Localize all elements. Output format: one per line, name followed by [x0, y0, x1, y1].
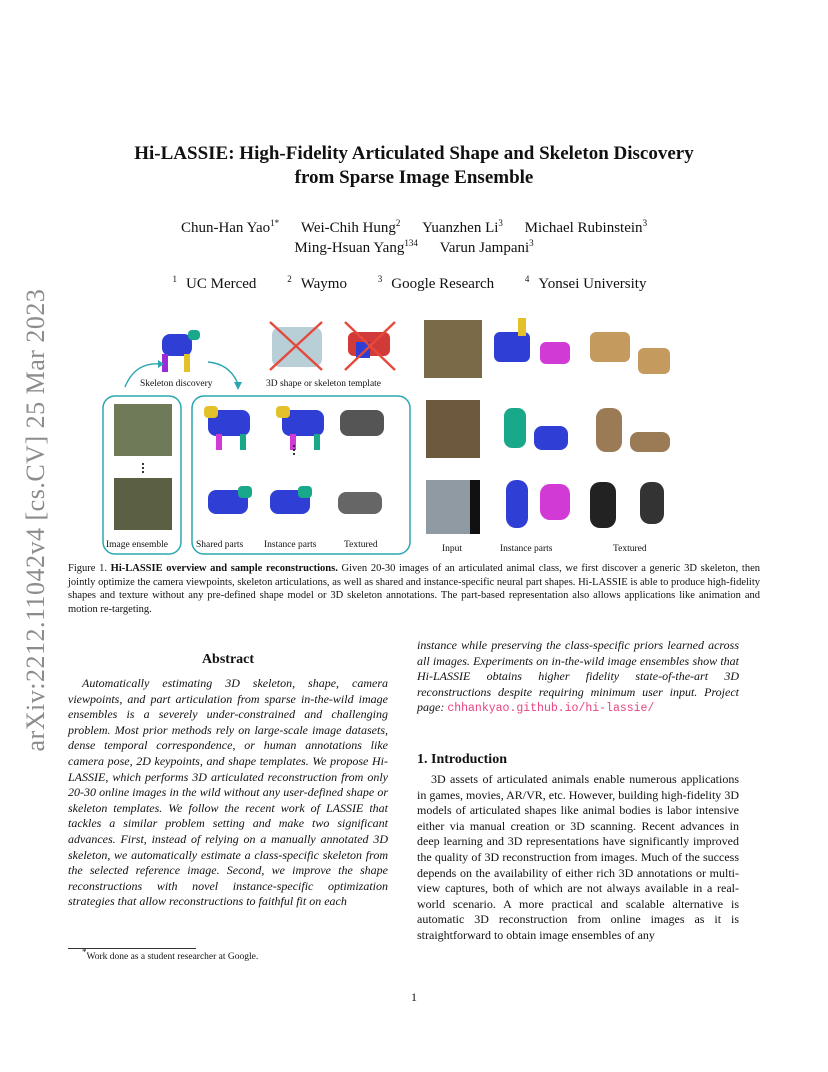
arxiv-stamp [14, 270, 58, 770]
abstract-heading: Abstract [201, 652, 255, 667]
author: Wei-Chih Hung$^2$ [300, 218, 401, 236]
affiliation: $^2$ Waymo [287, 274, 347, 292]
figure-caption: Figure 1. Hi-LASSIE overview and sample reconstructions. Given 20-30 images of an articulated animal class, we first discover a generic 3D skeleton, then jointly optimize the camera viewpoints, skeleton articulations, as well as shared and instance-specific neural part shapes. Hi-LASSIE is able to produce high-fidelity shapes and texture without any pre-defined shape model or 3D skeleton annotations. The part-based representation also allows applications like animation and motion re-targeting. [68, 563, 761, 615]
title-line-2: from Sparse Image Ensemble [294, 167, 534, 188]
author: Varun Jampani$^3$ [439, 238, 534, 256]
arxiv-id: arXiv:2212.11042v4 [cs.CV] 25 Mar 2023 [21, 288, 50, 752]
label-instance-parts-right: Instance parts [500, 544, 553, 554]
shared-parts [204, 406, 252, 514]
label-instance-parts: Instance parts [264, 540, 317, 550]
author-list [80, 218, 748, 258]
textured-zebras [338, 410, 384, 514]
label-skeleton-discovery: Skeleton discovery [140, 379, 213, 389]
zebra-photo [114, 404, 172, 456]
label-template: 3D shape or skeleton template [266, 379, 382, 389]
author: Chun-Han Yao$^{1*}$ [180, 218, 280, 236]
label-image-ensemble: Image ensemble [106, 540, 168, 550]
instance-parts [270, 406, 324, 514]
kangaroo-row [426, 400, 670, 458]
figure-1 [100, 312, 740, 562]
label-textured: Textured [344, 540, 378, 550]
title-line-1: Hi-LASSIE: High-Fidelity Articulated Shape and Skeleton Discovery [134, 143, 694, 164]
affiliation: $^1$ UC Merced [172, 274, 257, 292]
intro-heading: 1. Introduction [417, 752, 507, 767]
affiliation: $^3$ Google Research [377, 274, 495, 292]
page-number: 1 [411, 990, 417, 1004]
penguin-row [426, 480, 664, 534]
giraffe-row [424, 318, 670, 378]
author: Ming-Hsuan Yang$^{134}$ [294, 238, 418, 256]
affiliations [80, 276, 748, 293]
footnote: *Work done as a student researcher at Google. [82, 947, 259, 963]
affiliation: $^4$ Yonsei University [524, 274, 647, 292]
label-textured-right: Textured [613, 544, 647, 554]
label-shared-parts: Shared parts [196, 540, 244, 550]
intro-body: 3D assets of articulated animals enable numerous applications in games, movies, AR/VR, etc. However, building high-fidelity 3D models of articulated shapes like animal bodies is labor intensive either via manual creation or 3D scanning. Recent advances in deep learning and 3D representations have significantly improved the quality of 3D reconstruction from images. Much of the success depends on the availability of either rich 3D annotations or multi-view captures, both of which are not always available in a real-world scenario. A more practical and scalable alternative is automatic 3D reconstruction from online images as it is straightforward to obtain image ensembles of any [417, 772, 739, 942]
footnote-rule [68, 948, 196, 949]
project-page-link[interactable]: chhankyao.github.io/hi-lassie/ [447, 702, 655, 716]
author: Yuanzhen Li$^3$ [422, 218, 503, 236]
template-crossed [270, 322, 395, 370]
paper-title [80, 142, 748, 190]
figure-graphics [100, 312, 740, 562]
zebra-photo [114, 478, 172, 530]
abstract-continued: instance while preserving the class-specific priors learned across all images. Experiments on in-the-wild image ensembles show that Hi-LASSIE obtains higher fidelity state-of-the-art 3D reconstructions despite requiring minimum user input. Project page: chhankyao.github.io/hi-lassie/ [417, 638, 739, 716]
label-input: Input [442, 544, 463, 554]
abstract-body: Automatically estimating 3D skeleton, shape, camera viewpoints, and part articulation from sparse in-the-wild image ensembles is a severely under-constrained and challenging problem. Most prior methods rely on large-scale image datasets, dense temporal correspondence, or human annotations like camera pose, 2D keypoints, and shape templates. We propose Hi-LASSIE, which performs 3D articulated reconstruction from only 20-30 online images in the wild without any user-defined shape or skeleton templates. We follow the recent work of LASSIE that tackles a similar problem setting and make two significant advances. First, instead of relying on a manually annotated 3D skeleton, we automatically estimate a class-specific skeleton from the selected reference image. Second, we improve the shape reconstructions with novel instance-specific optimization strategies that allow reconstructions to faithful fit on each [68, 676, 388, 909]
author: Michael Rubinstein$^3$ [524, 218, 648, 236]
